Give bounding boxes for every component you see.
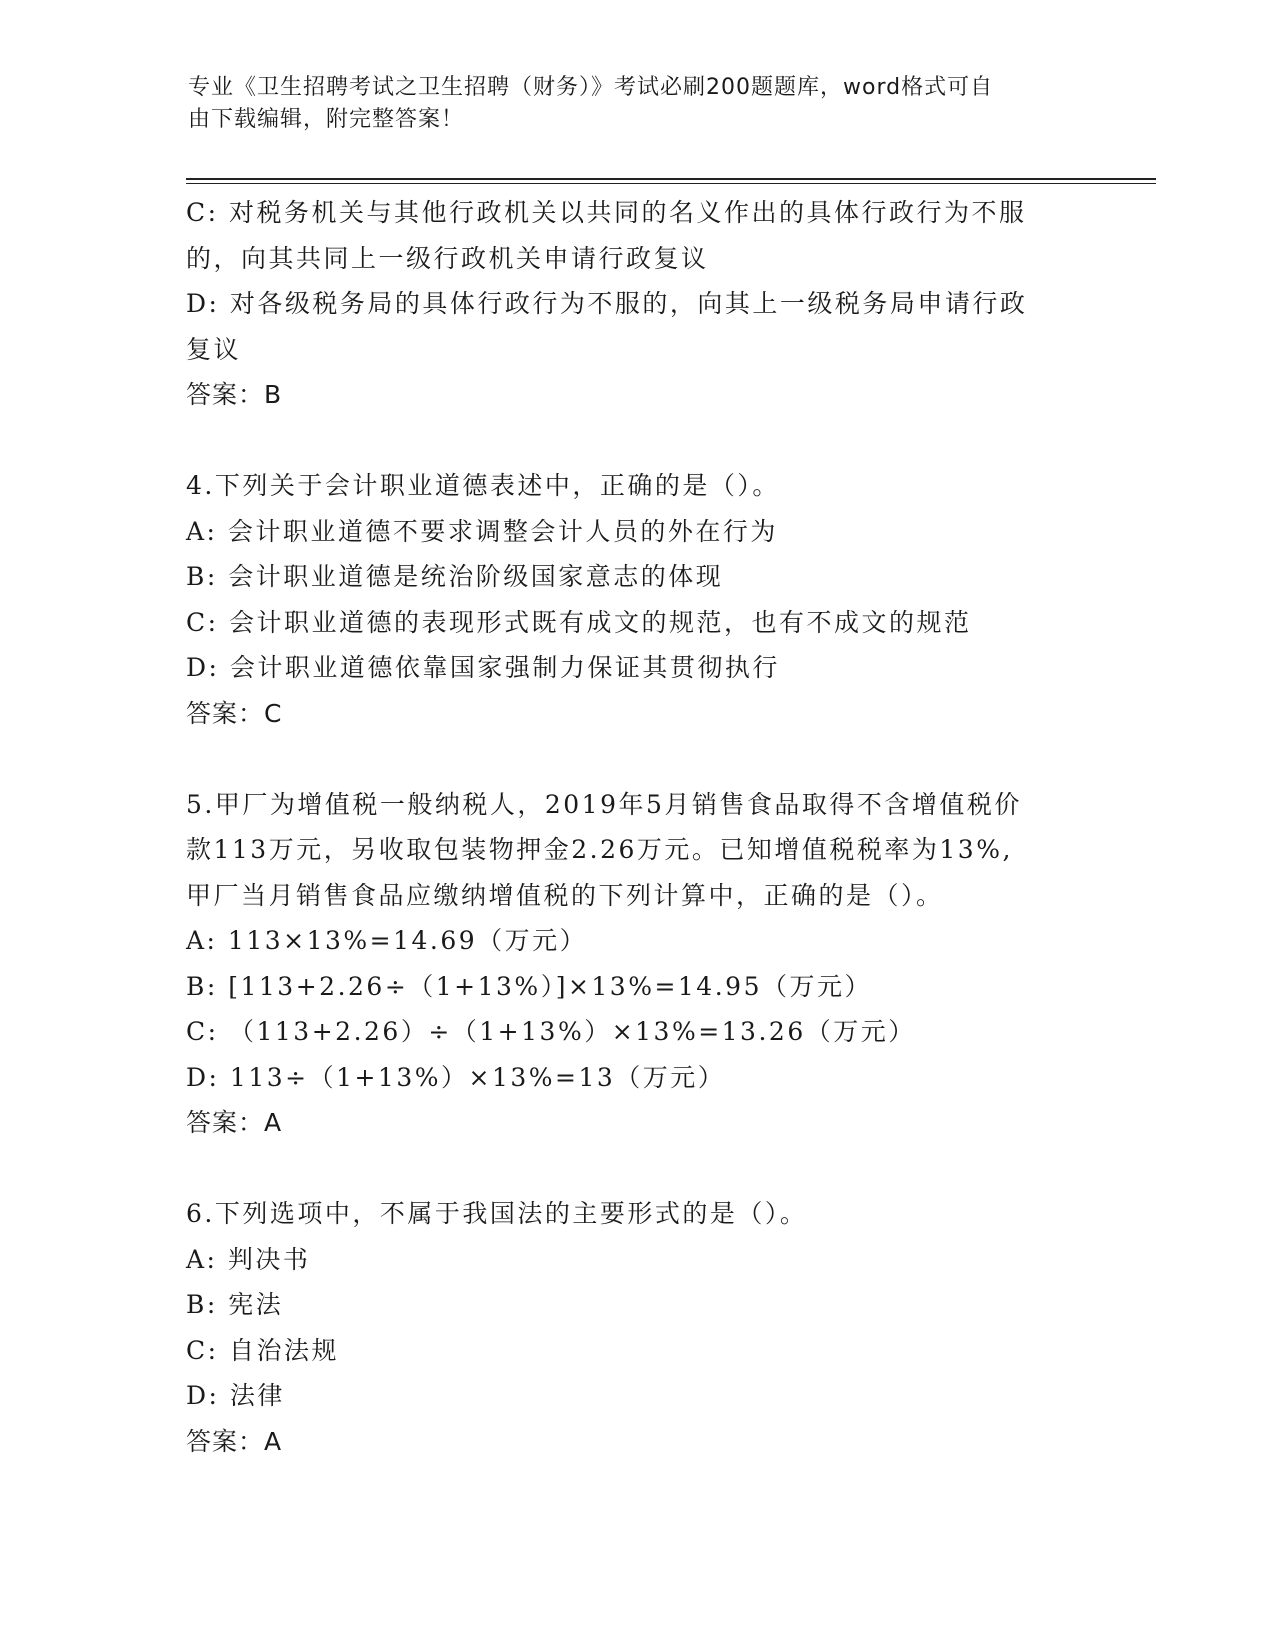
question-5-option-d: D: 113÷（1+13%）×13%=13（万元）: [186, 1062, 726, 1092]
question-5-option-a: A: 113×13%=14.69（万元）: [186, 926, 588, 955]
question-4-option-c: C: 会计职业道德的表现形式既有成文的规范，也有不成文的规范: [186, 607, 972, 637]
question-5-option-c: C: （113+2.26）÷（1+13%）×13%=13.26（万元）: [186, 1017, 916, 1046]
spacer: [186, 418, 1086, 464]
question-6-option-d: D: 法律: [186, 1381, 285, 1410]
question-3-option-c-cont: 的，向其共同上一级行政机关申请行政复议: [186, 243, 709, 273]
question-4-option-a: A: 会计职业道德不要求调整会计人员的外在行为: [186, 516, 778, 546]
question-3-answer: 答案：B: [186, 380, 283, 409]
question-6-option-c: C: 自治法规: [186, 1335, 339, 1365]
spacer: [186, 1146, 1086, 1192]
question-3: [186, 190, 1086, 418]
question-5-stem-2: 款113万元，另收取包装物押金2.26万元。已知增值税税率为13%,: [186, 835, 1013, 864]
question-6-option-a: A: 判决书: [186, 1244, 311, 1274]
spacer: [186, 736, 1086, 782]
question-5-answer: 答案：A: [186, 1108, 283, 1137]
question-4-option-d: D: 会计职业道德依靠国家强制力保证其贯彻执行: [186, 653, 780, 682]
header-line-2: 由下载编辑，附完整答案！: [188, 107, 465, 132]
question-5-stem-1: 5.甲厂为增值税一般纳税人，2019年5月销售食品取得不含增值税价: [186, 789, 1022, 819]
question-list: [186, 190, 1086, 1464]
question-4: [186, 463, 1086, 736]
question-4-option-b: B: 会计职业道德是统治阶级国家意志的体现: [186, 562, 724, 591]
question-4-answer: 答案：C: [186, 698, 283, 728]
question-5-stem-3: 甲厂当月销售食品应缴纳增值税的下列计算中，正确的是（）。: [186, 880, 944, 910]
header-line-1: 专业《卫生招聘考试之卫生招聘（财务）》考试必刷200题题库，word格式可自: [188, 75, 994, 100]
question-3-option-d-cont: 复议: [186, 334, 242, 364]
question-3-option-c: C: 对税务机关与其他行政机关以共同的名义作出的具体行政行为不服: [186, 198, 1027, 227]
question-6-stem: 6.下列选项中，不属于我国法的主要形式的是（）。: [186, 1199, 808, 1228]
page-header: [188, 72, 1068, 136]
question-6: [186, 1191, 1086, 1464]
question-6-answer: 答案：A: [186, 1426, 283, 1456]
question-5-option-b: B: [113+2.26÷（1+13%）]×13%=14.95（万元）: [186, 971, 872, 1001]
header-divider: [186, 178, 1156, 184]
question-6-option-b: B: 宪法: [186, 1290, 284, 1319]
question-3-option-d: D: 对各级税务局的具体行政行为不服的，向其上一级税务局申请行政: [186, 289, 1028, 318]
question-4-stem: 4.下列关于会计职业道德表述中，正确的是（）。: [186, 471, 780, 500]
question-5: [186, 782, 1086, 1146]
